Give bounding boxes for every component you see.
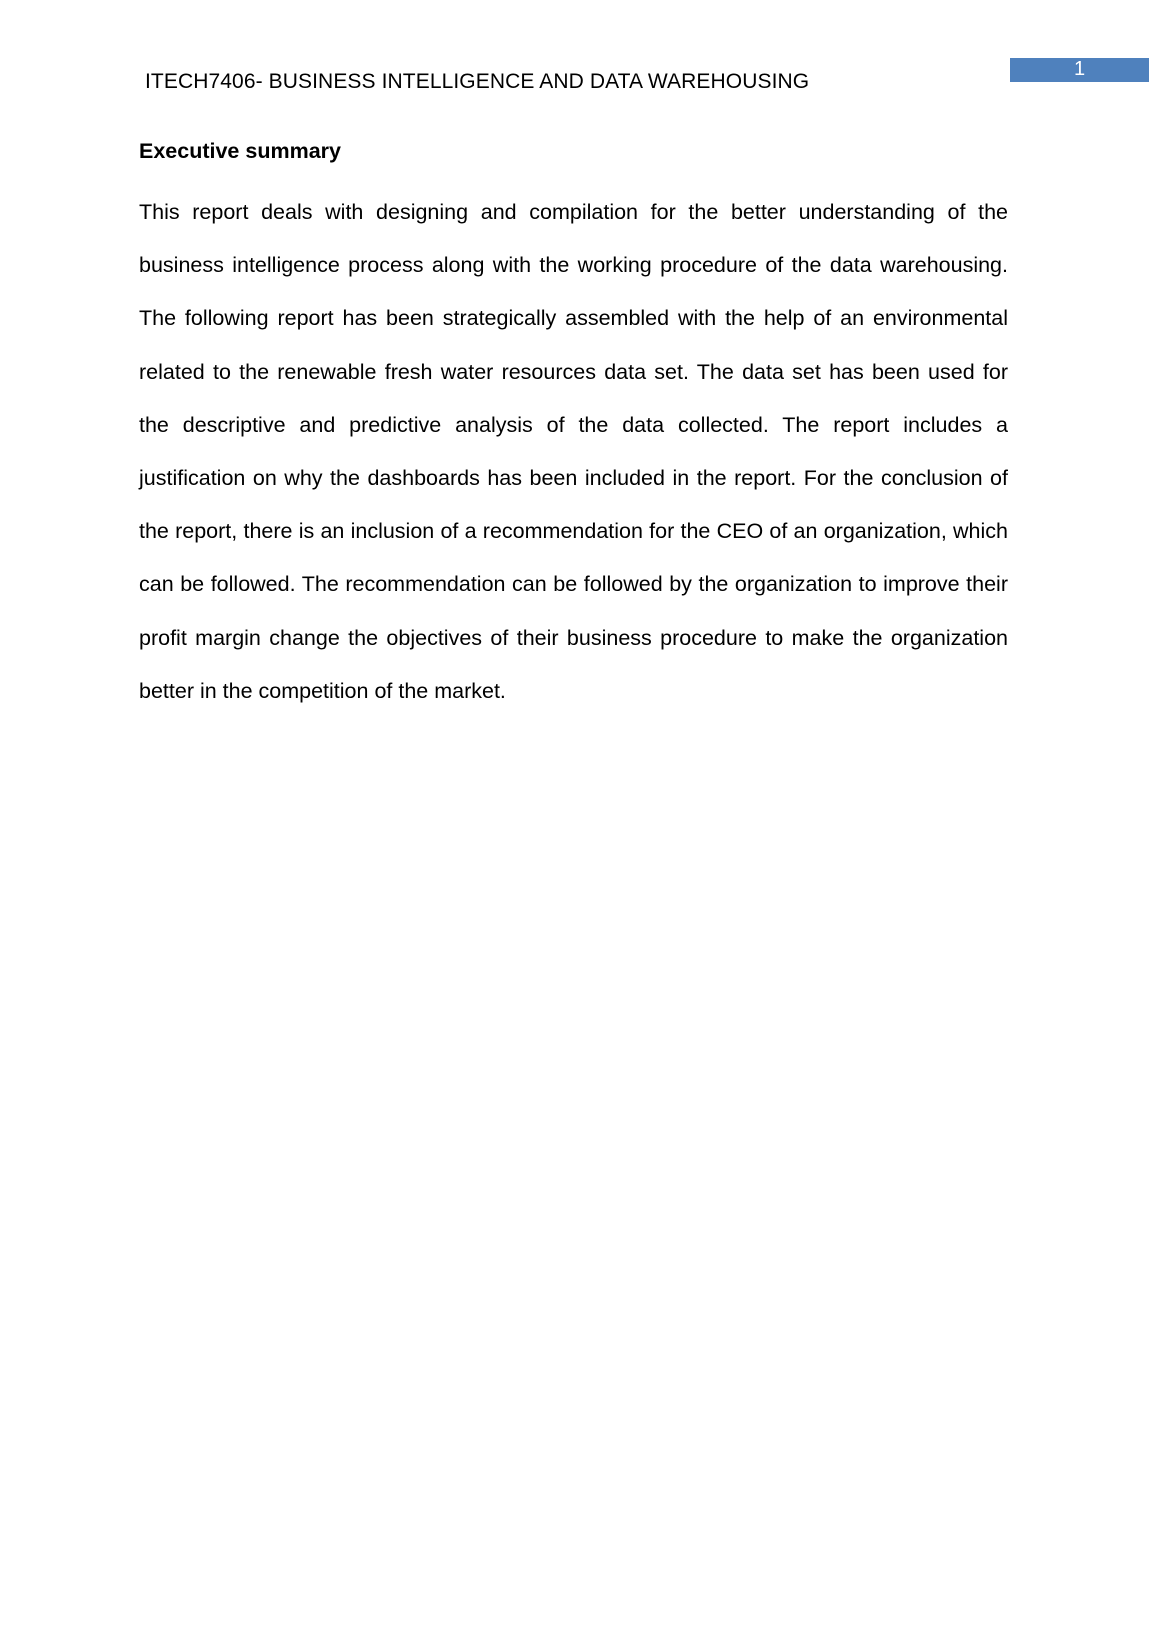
page-number: 1 — [1073, 58, 1086, 80]
section-heading: Executive summary — [139, 139, 341, 163]
document-header-title: ITECH7406- BUSINESS INTELLIGENCE AND DATA WAREHOUSING — [145, 70, 810, 93]
document-body — [139, 135, 1008, 718]
executive-summary-paragraph: This report deals with designing and compilation for the better understanding of the business intelligence process along with the working procedure of the data warehousing. The following report has been strategically assembled with the help of an environmental related to the renewable fresh water resources data set. The data set has been used for the descriptive and predictive analysis of the data collected. The report includes a justification on why the dashboards has been included in the report. For the conclusion of the report, there is an inclusion of a recommendation for the CEO of an organization, which can be followed. The recommendation can be followed by the organization to improve their profit margin change the objectives of their business procedure to make the organization better in the competition of the market. — [139, 200, 1008, 703]
page-number-badge — [1010, 58, 1149, 82]
